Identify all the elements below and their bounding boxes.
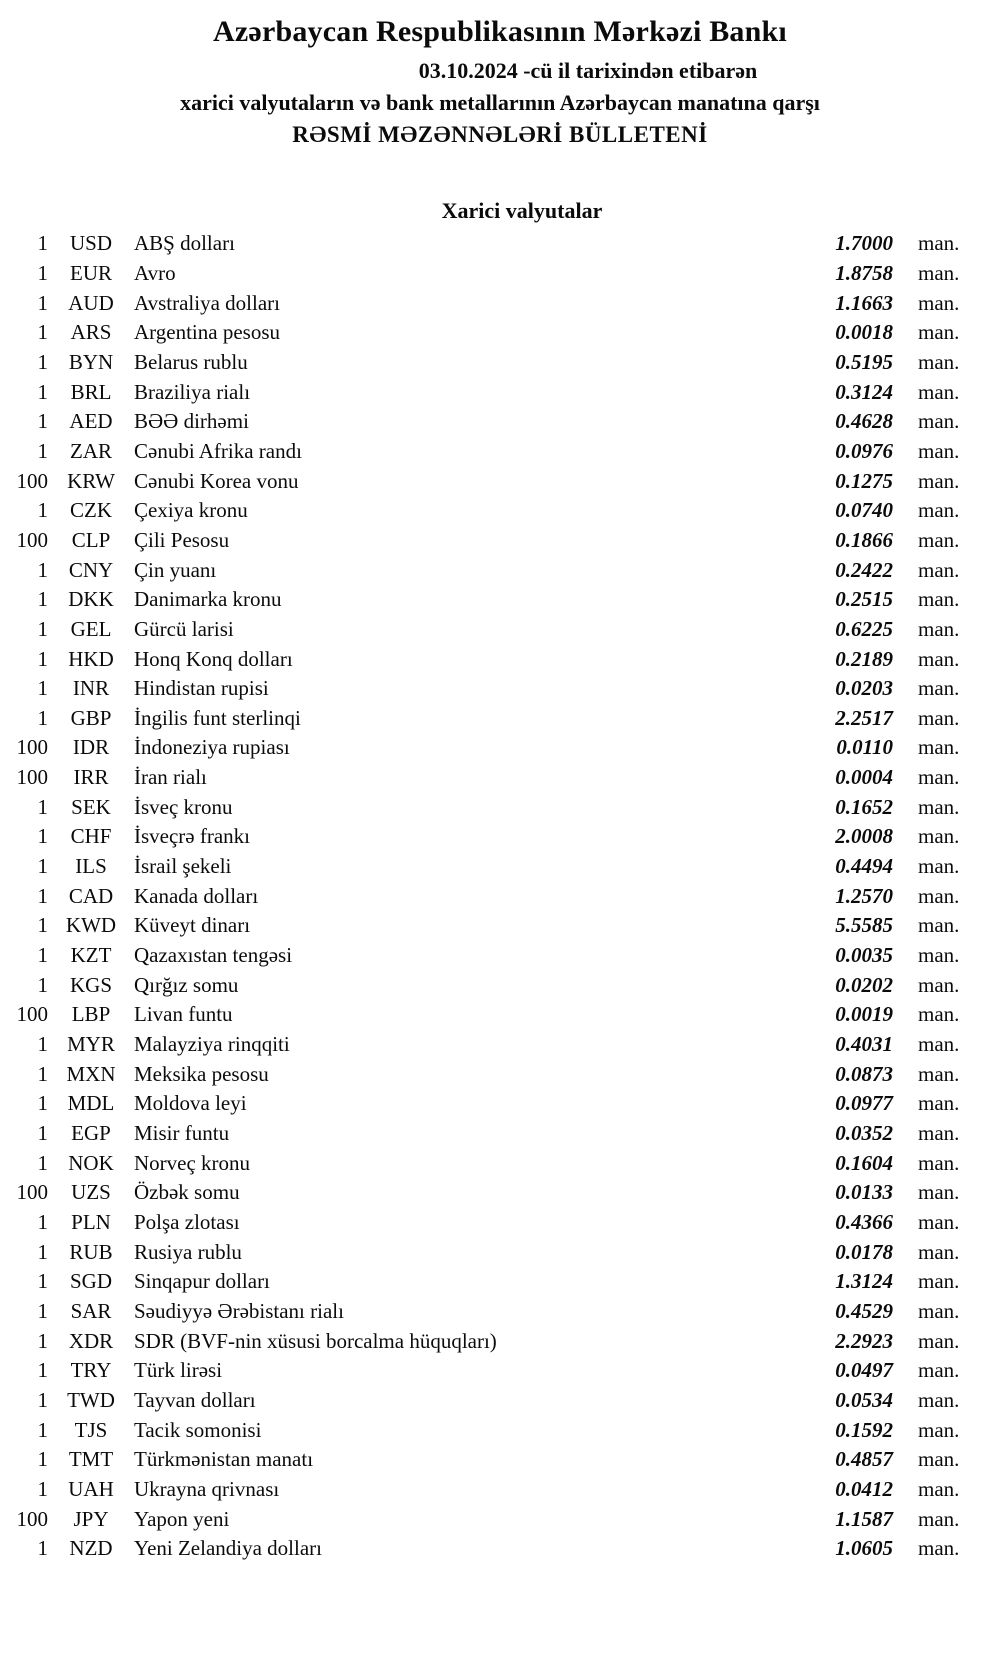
table-row	[8, 1297, 970, 1327]
unit-cell: man.	[918, 943, 960, 968]
quantity-cell: 1	[37, 557, 48, 582]
currency-name-cell: Cənubi Korea vonu	[134, 468, 299, 493]
unit-cell: man.	[918, 260, 960, 285]
currency-code-cell: AUD	[68, 290, 114, 315]
currency-name-cell: Avstraliya dolları	[134, 290, 280, 315]
rate-cell: 0.0203	[835, 676, 893, 701]
quantity-cell: 100	[16, 1506, 48, 1531]
rate-cell: 0.6225	[835, 616, 893, 641]
rate-cell: 0.0133	[835, 1180, 893, 1205]
currency-name-cell: Honq Konq dolları	[134, 646, 293, 671]
currency-code-cell: EUR	[70, 260, 112, 285]
quantity-cell: 1	[37, 1150, 48, 1175]
currency-name-cell: Belarus rublu	[134, 349, 248, 374]
quantity-cell: 1	[37, 794, 48, 819]
table-row	[8, 288, 970, 318]
table-row	[8, 763, 970, 793]
table-row	[8, 970, 970, 1000]
currency-name-cell: Sinqapur dolları	[134, 1269, 270, 1294]
table-row	[8, 348, 970, 378]
table-row	[8, 1089, 970, 1119]
quantity-cell: 1	[37, 1358, 48, 1383]
quantity-cell: 100	[16, 1180, 48, 1205]
currency-code-cell: EGP	[71, 1121, 111, 1146]
table-row	[8, 1534, 970, 1564]
currency-code-cell: PLN	[71, 1209, 111, 1234]
table-row	[8, 733, 970, 763]
currency-name-cell: Moldova leyi	[134, 1091, 247, 1116]
currency-name-cell: Argentina pesosu	[134, 320, 281, 345]
table-row	[8, 615, 970, 645]
currency-code-cell: KGS	[69, 972, 112, 997]
currency-code-cell: UZS	[71, 1180, 111, 1205]
quantity-cell: 1	[37, 260, 48, 285]
currency-code-cell: CLP	[71, 527, 111, 552]
unit-cell: man.	[918, 320, 960, 345]
currency-code-cell: KZT	[70, 943, 112, 968]
quantity-cell: 1	[37, 943, 48, 968]
unit-cell: man.	[918, 1358, 960, 1383]
currency-code-cell: MXN	[66, 1061, 116, 1086]
table-row	[8, 1386, 970, 1416]
currency-code-cell: NOK	[68, 1150, 114, 1175]
quantity-cell: 1	[37, 498, 48, 523]
quantity-cell: 1	[37, 616, 48, 641]
currency-code-cell: XDR	[68, 1328, 114, 1353]
quantity-cell: 1	[37, 1032, 48, 1057]
table-row	[8, 1475, 970, 1505]
unit-cell: man.	[918, 527, 960, 552]
currency-code-cell: BYN	[68, 349, 114, 374]
rate-cell: 0.0110	[836, 735, 893, 760]
table-row	[8, 466, 970, 496]
table-row	[8, 259, 970, 289]
currency-code-cell: KRW	[67, 468, 115, 493]
table-row	[8, 526, 970, 556]
table-row	[8, 229, 970, 259]
currency-name-cell: İndoneziya rupiası	[134, 735, 290, 760]
rate-cell: 0.0352	[835, 1121, 893, 1146]
rate-cell: 2.0008	[835, 824, 893, 849]
rate-cell: 0.3124	[835, 379, 893, 404]
rate-cell: 0.4628	[835, 409, 893, 434]
table-row	[8, 318, 970, 348]
quantity-cell: 1	[37, 1387, 48, 1412]
currency-name-cell: Danimarka kronu	[134, 587, 282, 612]
currency-code-cell: CNY	[68, 557, 114, 582]
unit-cell: man.	[918, 498, 960, 523]
rate-cell: 1.0605	[835, 1536, 893, 1561]
currency-name-cell: İsrail şekeli	[134, 854, 232, 879]
rate-cell: 5.5585	[835, 913, 893, 938]
unit-cell: man.	[918, 290, 960, 315]
quantity-cell: 1	[37, 320, 48, 345]
unit-cell: man.	[918, 1417, 960, 1442]
bulletin-header	[0, 13, 1000, 151]
unit-cell: man.	[918, 1447, 960, 1472]
rate-cell: 0.0018	[835, 320, 893, 345]
unit-cell: man.	[918, 1091, 960, 1116]
rate-cell: 1.1663	[835, 290, 893, 315]
currency-code-cell: SAR	[70, 1298, 112, 1323]
currency-name-cell: Çili Pesosu	[134, 527, 230, 552]
currency-code-cell: ARS	[70, 320, 112, 345]
unit-cell: man.	[918, 1506, 960, 1531]
currency-name-cell: Braziliya rialı	[134, 379, 251, 404]
currency-name-cell: Özbək somu	[134, 1180, 240, 1205]
rate-cell: 0.0534	[835, 1387, 893, 1412]
quantity-cell: 1	[37, 231, 48, 256]
currency-code-cell: CAD	[68, 883, 114, 908]
currency-name-cell: Türkmənistan manatı	[134, 1447, 314, 1472]
currency-name-cell: Tayvan dolları	[134, 1387, 256, 1412]
quantity-cell: 100	[16, 735, 48, 760]
currency-name-cell: Qazaxıstan tengəsi	[134, 943, 293, 968]
currency-name-cell: Kanada dolları	[134, 883, 259, 908]
rate-cell: 2.2517	[835, 705, 893, 730]
currency-code-cell: TWD	[67, 1387, 115, 1412]
unit-cell: man.	[918, 1476, 960, 1501]
table-row	[8, 674, 970, 704]
quantity-cell: 1	[37, 1091, 48, 1116]
currency-code-cell: TRY	[70, 1358, 112, 1383]
currency-code-cell: BRL	[70, 379, 112, 404]
rate-cell: 0.4494	[835, 854, 893, 879]
unit-cell: man.	[918, 854, 960, 879]
quantity-cell: 100	[16, 765, 48, 790]
currency-name-cell: Çexiya kronu	[134, 498, 248, 523]
unit-cell: man.	[918, 1536, 960, 1561]
currency-code-cell: AED	[69, 409, 113, 434]
table-row	[8, 555, 970, 585]
quantity-cell: 1	[37, 913, 48, 938]
unit-cell: man.	[918, 231, 960, 256]
unit-cell: man.	[918, 646, 960, 671]
quantity-cell: 1	[37, 1447, 48, 1472]
table-row	[8, 496, 970, 526]
currency-code-cell: DKK	[68, 587, 114, 612]
quantity-cell: 1	[37, 676, 48, 701]
quantity-cell: 1	[37, 1328, 48, 1353]
unit-cell: man.	[918, 1150, 960, 1175]
unit-cell: man.	[918, 1121, 960, 1146]
bulletin-title: RƏSMİ MƏZƏNNƏLƏRİ BÜLLETENİ	[292, 122, 708, 147]
rate-cell: 0.0873	[835, 1061, 893, 1086]
currency-name-cell: Avro	[134, 260, 176, 285]
currency-code-cell: LBP	[71, 1002, 111, 1027]
currency-code-cell: TMT	[68, 1447, 114, 1472]
currency-code-cell: TJS	[74, 1417, 108, 1442]
currency-name-cell: Küveyt dinarı	[134, 913, 251, 938]
rate-cell: 1.1587	[835, 1506, 893, 1531]
unit-cell: man.	[918, 438, 960, 463]
page-title: Azərbaycan Respublikasının Mərkəzi Bankı	[213, 15, 787, 48]
table-row	[8, 1356, 970, 1386]
currency-name-cell: Türk lirəsi	[134, 1358, 223, 1383]
rate-cell: 0.0035	[835, 943, 893, 968]
currency-code-cell: ZAR	[70, 438, 112, 463]
quantity-cell: 1	[37, 854, 48, 879]
unit-cell: man.	[918, 1298, 960, 1323]
currency-name-cell: Çin yuanı	[134, 557, 217, 582]
effective-date-line: 03.10.2024 -cü il tarixindən etibarən	[418, 58, 758, 83]
table-row	[8, 1119, 970, 1149]
unit-cell: man.	[918, 557, 960, 582]
currency-code-cell: SGD	[69, 1269, 112, 1294]
table-row	[8, 1208, 970, 1238]
quantity-cell: 1	[37, 1536, 48, 1561]
rate-cell: 1.3124	[835, 1269, 893, 1294]
currency-code-cell: GBP	[70, 705, 112, 730]
quantity-cell: 1	[37, 646, 48, 671]
unit-cell: man.	[918, 1239, 960, 1264]
currency-name-cell: BƏƏ dirhəmi	[134, 409, 249, 434]
quantity-cell: 1	[37, 1239, 48, 1264]
quantity-cell: 1	[37, 1209, 48, 1234]
quantity-cell: 1	[37, 409, 48, 434]
rate-cell: 0.0740	[835, 498, 893, 523]
rate-cell: 0.4366	[835, 1209, 893, 1234]
table-row	[8, 1415, 970, 1445]
rate-cell: 0.0976	[835, 438, 893, 463]
currency-name-cell: Meksika pesosu	[134, 1061, 269, 1086]
currency-name-cell: İsveç kronu	[134, 794, 233, 819]
rate-cell: 0.0977	[835, 1091, 893, 1116]
unit-cell: man.	[918, 705, 960, 730]
currency-name-cell: Səudiyyə Ərəbistanı rialı	[134, 1298, 344, 1323]
quantity-cell: 1	[37, 705, 48, 730]
unit-cell: man.	[918, 972, 960, 997]
unit-cell: man.	[918, 587, 960, 612]
rate-cell: 0.0178	[835, 1239, 893, 1264]
unit-cell: man.	[918, 1180, 960, 1205]
table-row	[8, 1237, 970, 1267]
currency-code-cell: IDR	[72, 735, 110, 760]
rate-cell: 1.7000	[835, 231, 893, 256]
unit-cell: man.	[918, 409, 960, 434]
currency-code-cell: RUB	[69, 1239, 113, 1264]
quantity-cell: 1	[37, 1269, 48, 1294]
table-row	[8, 792, 970, 822]
unit-cell: man.	[918, 913, 960, 938]
currency-name-cell: Livan funtu	[134, 1002, 233, 1027]
currency-code-cell: KWD	[65, 913, 117, 938]
currency-name-cell: Polşa zlotası	[134, 1209, 240, 1234]
currency-name-cell: Tacik somonisi	[134, 1417, 262, 1442]
quantity-cell: 100	[16, 1002, 48, 1027]
rate-cell: 0.4031	[835, 1032, 893, 1057]
rate-cell: 0.4529	[835, 1298, 893, 1323]
table-row	[8, 644, 970, 674]
table-row	[8, 437, 970, 467]
rate-cell: 0.2189	[835, 646, 893, 671]
currency-code-cell: NZD	[69, 1536, 113, 1561]
currency-code-cell: CHF	[70, 824, 112, 849]
rate-cell: 0.1604	[835, 1150, 893, 1175]
quantity-cell: 100	[16, 527, 48, 552]
currency-name-cell: İsveçrə frankı	[134, 824, 251, 849]
unit-cell: man.	[918, 1002, 960, 1027]
currency-name-cell: İngilis funt sterlinqi	[134, 705, 301, 730]
rate-cell: 0.1592	[835, 1417, 893, 1442]
currency-code-cell: GEL	[70, 616, 112, 641]
unit-cell: man.	[918, 1061, 960, 1086]
currency-code-cell: INR	[72, 676, 110, 701]
currency-name-cell: Norveç kronu	[134, 1150, 251, 1175]
subtitle-line: xarici valyutaların və bank metallarının Azərbaycan manatına qarşı	[180, 90, 820, 115]
unit-cell: man.	[918, 616, 960, 641]
table-row	[8, 704, 970, 734]
rate-cell: 1.2570	[835, 883, 893, 908]
quantity-cell: 1	[37, 438, 48, 463]
rate-cell: 0.1652	[835, 794, 893, 819]
quantity-cell: 1	[37, 379, 48, 404]
table-row	[8, 1504, 970, 1534]
quantity-cell: 1	[37, 1417, 48, 1442]
currency-name-cell: Ukrayna qrivnası	[134, 1476, 280, 1501]
table-row	[8, 585, 970, 615]
table-row	[8, 1059, 970, 1089]
unit-cell: man.	[918, 379, 960, 404]
currency-name-cell: Rusiya rublu	[134, 1239, 242, 1264]
table-row	[8, 1030, 970, 1060]
currency-name-cell: Malayziya rinqqiti	[134, 1032, 290, 1057]
table-row	[8, 822, 970, 852]
rate-cell: 0.0412	[835, 1476, 893, 1501]
table-row	[8, 1178, 970, 1208]
rate-cell: 0.1866	[835, 527, 893, 552]
section-title: Xarici valyutalar	[441, 198, 603, 223]
quantity-cell: 1	[37, 972, 48, 997]
quantity-cell: 1	[37, 1061, 48, 1086]
unit-cell: man.	[918, 1032, 960, 1057]
unit-cell: man.	[918, 794, 960, 819]
currency-name-cell: Hindistan rupisi	[134, 676, 269, 701]
currency-name-cell: Gürcü larisi	[134, 616, 234, 641]
rate-cell: 0.0019	[835, 1002, 893, 1027]
unit-cell: man.	[918, 824, 960, 849]
currency-name-cell: Qırğız somu	[134, 972, 239, 997]
quantity-cell: 1	[37, 587, 48, 612]
rate-cell: 1.8758	[835, 260, 893, 285]
currency-code-cell: HKD	[68, 646, 114, 671]
table-row	[8, 1445, 970, 1475]
currency-code-cell: MYR	[67, 1032, 115, 1057]
unit-cell: man.	[918, 349, 960, 374]
unit-cell: man.	[918, 765, 960, 790]
table-row	[8, 941, 970, 971]
currency-name-cell: İran rialı	[134, 765, 207, 790]
currency-code-cell: UAH	[68, 1476, 114, 1501]
table-row	[8, 1326, 970, 1356]
quantity-cell: 100	[16, 468, 48, 493]
unit-cell: man.	[918, 1387, 960, 1412]
rate-cell: 0.1275	[835, 468, 893, 493]
unit-cell: man.	[918, 468, 960, 493]
unit-cell: man.	[918, 1328, 960, 1353]
rate-cell: 0.0004	[835, 765, 893, 790]
currency-name-cell: Yeni Zelandiya dolları	[134, 1536, 322, 1561]
rates-table	[8, 229, 970, 1564]
table-row	[8, 1148, 970, 1178]
currency-name-cell: Yapon yeni	[134, 1506, 230, 1531]
currency-code-cell: IRR	[73, 765, 109, 790]
quantity-cell: 1	[37, 290, 48, 315]
quantity-cell: 1	[37, 1121, 48, 1146]
unit-cell: man.	[918, 1209, 960, 1234]
unit-cell: man.	[918, 676, 960, 701]
quantity-cell: 1	[37, 349, 48, 374]
quantity-cell: 1	[37, 883, 48, 908]
table-row	[8, 377, 970, 407]
currency-code-cell: ILS	[75, 854, 107, 879]
currency-name-cell: ABŞ dolları	[134, 231, 235, 256]
unit-cell: man.	[918, 1269, 960, 1294]
table-row	[8, 881, 970, 911]
quantity-cell: 1	[37, 1476, 48, 1501]
table-row	[8, 911, 970, 941]
rate-cell: 0.5195	[835, 349, 893, 374]
rate-cell: 0.2515	[835, 587, 893, 612]
currency-name-cell: SDR (BVF-nin xüsusi borcalma hüquqları)	[134, 1328, 497, 1353]
rate-cell: 2.2923	[835, 1328, 893, 1353]
currency-code-cell: SEK	[71, 794, 111, 819]
quantity-cell: 1	[37, 824, 48, 849]
rate-cell: 0.2422	[835, 557, 893, 582]
currency-name-cell: Cənubi Afrika randı	[134, 438, 302, 463]
table-row	[8, 1000, 970, 1030]
rate-cell: 0.0202	[835, 972, 893, 997]
table-row	[8, 407, 970, 437]
unit-cell: man.	[918, 735, 960, 760]
currency-name-cell: Misir funtu	[134, 1121, 230, 1146]
table-row	[8, 852, 970, 882]
table-row	[8, 1267, 970, 1297]
rate-cell: 0.0497	[835, 1358, 893, 1383]
unit-cell: man.	[918, 883, 960, 908]
currency-code-cell: USD	[69, 231, 112, 256]
rate-cell: 0.4857	[835, 1447, 893, 1472]
currency-code-cell: CZK	[70, 498, 112, 523]
currency-code-cell: MDL	[67, 1091, 115, 1116]
currency-code-cell: JPY	[73, 1506, 109, 1531]
quantity-cell: 1	[37, 1298, 48, 1323]
